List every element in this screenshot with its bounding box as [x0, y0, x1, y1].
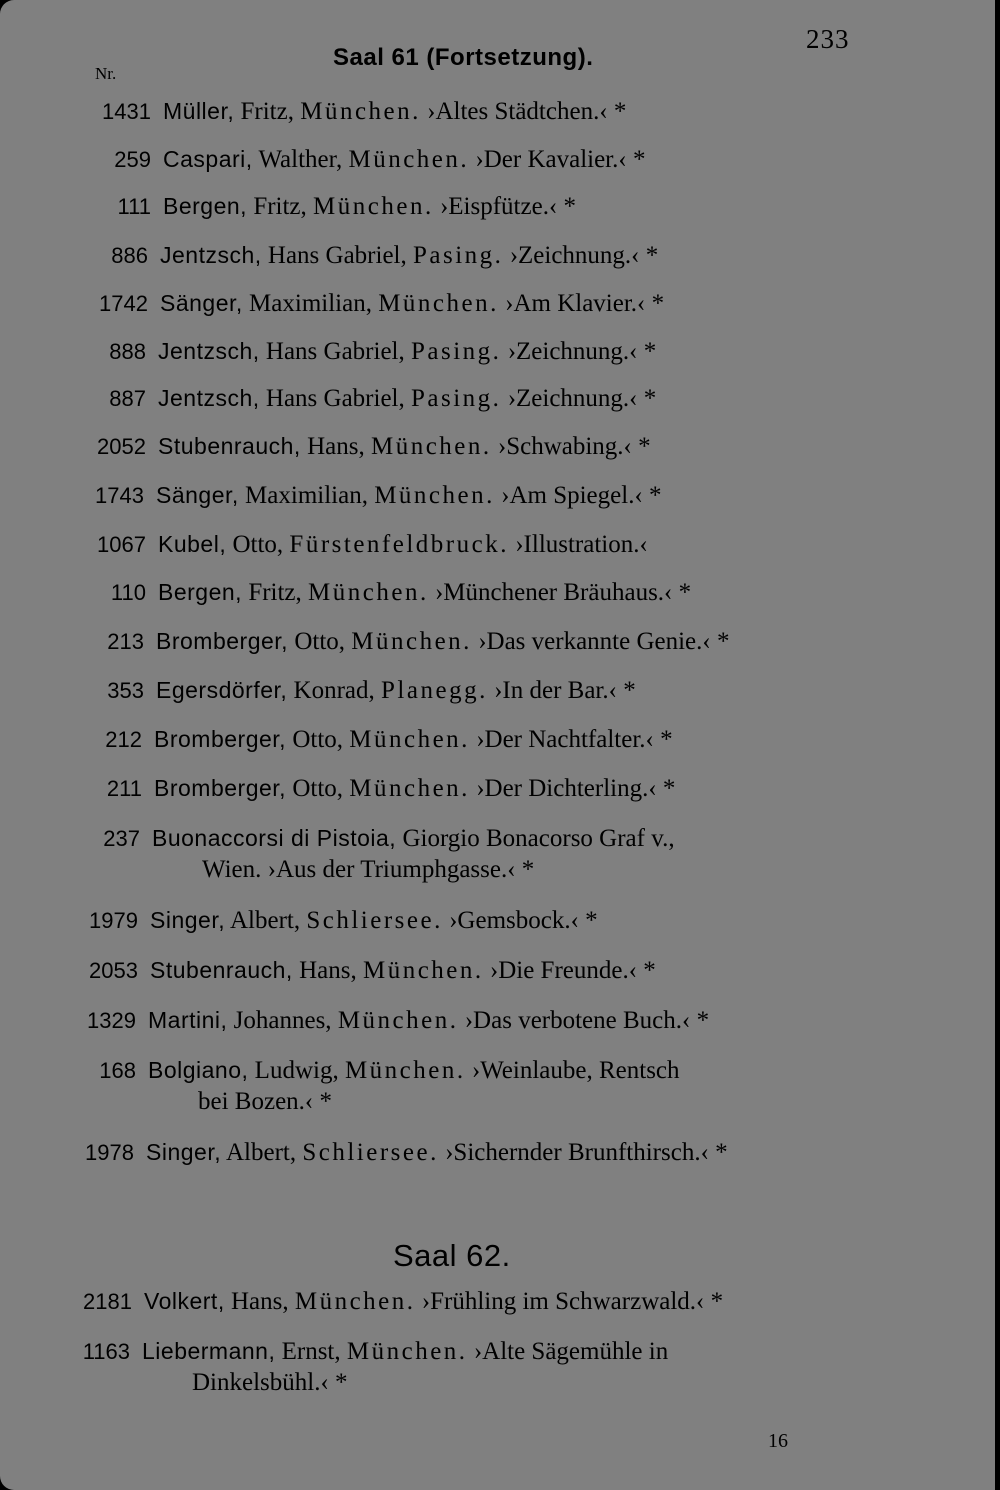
- artist-given-name: Otto,: [226, 531, 290, 558]
- catalog-number: 213: [107, 629, 144, 654]
- artist-city: Pasing.: [411, 385, 502, 412]
- artist-given-name: Fritz,: [242, 579, 309, 606]
- catalog-entry: [97, 431, 651, 462]
- artist-surname: Bergen,: [158, 579, 243, 605]
- entry-continuation: Wien. ›Aus der Triumphgasse.‹ *: [202, 856, 535, 883]
- catalog-entry: [110, 577, 692, 608]
- artist-given-name: Hans,: [300, 433, 371, 460]
- artist-surname: Stubenrauch,: [150, 957, 293, 983]
- artist-city: Schliersee.: [302, 1139, 439, 1166]
- artwork-title: ›Weinlaube, Rentsch: [465, 1057, 680, 1084]
- artist-surname: Singer,: [146, 1139, 222, 1165]
- artist-city: München.: [349, 726, 470, 753]
- catalog-entry: [99, 1055, 680, 1117]
- artist-surname: Egersdörfer,: [156, 677, 288, 703]
- catalog-entry: [107, 675, 636, 706]
- section-heading-saal-61: Saal 61 (Fortsetzung).: [333, 44, 594, 71]
- entry-continuation: bei Bozen.‹ *: [198, 1088, 332, 1115]
- artwork-title: ›Illustration.‹: [508, 531, 648, 558]
- artwork-title: ›Zeichnung.‹ *: [501, 338, 657, 365]
- artist-city: München.: [348, 146, 470, 173]
- artist-given-name: Otto,: [286, 726, 350, 753]
- catalog-entry: [99, 288, 665, 319]
- artist-given-name: Giorgio Bonacorso Graf v.,: [396, 825, 675, 852]
- catalog-entry: [111, 240, 659, 271]
- artist-surname: Caspari,: [163, 146, 253, 172]
- catalog-number: 168: [99, 1058, 136, 1083]
- catalog-number: 1067: [97, 532, 146, 557]
- catalog-entry: [117, 191, 577, 222]
- catalog-number: 110: [110, 580, 146, 605]
- artist-surname: Sänger,: [160, 290, 243, 316]
- artist-surname: Volkert,: [144, 1288, 225, 1314]
- artwork-title: ›Eispfütze.‹ *: [433, 193, 577, 220]
- artist-city: München.: [337, 1007, 459, 1034]
- catalog-number: 886: [111, 243, 148, 268]
- artist-given-name: Maximilian,: [242, 290, 379, 317]
- catalog-number: 1978: [85, 1140, 134, 1165]
- artwork-title: ›Zeichnung.‹ *: [501, 385, 657, 412]
- artist-given-name: Hans Gabriel,: [259, 385, 411, 412]
- artist-given-name: Hans Gabriel,: [259, 338, 411, 365]
- artist-given-name: Ernst,: [275, 1338, 347, 1365]
- catalog-entry: [102, 96, 627, 127]
- artist-surname: Sänger,: [156, 482, 239, 508]
- artist-city: Fürstenfeldbruck.: [289, 531, 509, 558]
- artist-city: München.: [294, 1288, 416, 1315]
- artist-surname: Liebermann,: [142, 1338, 276, 1364]
- artist-given-name: Otto,: [286, 775, 350, 802]
- catalog-number: 887: [109, 386, 146, 411]
- catalog-entry: [83, 1286, 724, 1317]
- catalog-number: 259: [114, 147, 151, 172]
- catalog-entry: [109, 336, 657, 367]
- catalog-number: 2181: [83, 1289, 132, 1314]
- catalog-entry: [106, 773, 676, 804]
- catalog-number: 1163: [82, 1339, 130, 1364]
- artist-given-name: Konrad,: [287, 677, 382, 704]
- catalog-number: 1979: [89, 908, 138, 933]
- catalog-entry: [85, 1137, 728, 1168]
- artist-given-name: Johannes,: [227, 1007, 338, 1034]
- catalog-entry: [103, 823, 675, 885]
- artwork-title: ›Am Klavier.‹ *: [498, 290, 665, 317]
- catalog-entry: [95, 480, 662, 511]
- artist-surname: Martini,: [148, 1007, 228, 1033]
- catalog-entry: [97, 529, 648, 560]
- catalog-number: 1743: [95, 483, 144, 508]
- nr-column-label: Nr.: [95, 64, 117, 83]
- artwork-title: ›Alte Sägemühle in: [467, 1338, 669, 1365]
- artwork-title: ›Der Dichterling.‹ *: [469, 775, 676, 802]
- section-heading-saal-62: Saal 62.: [393, 1238, 511, 1273]
- artist-city: München.: [374, 482, 495, 509]
- catalog-number: 237: [103, 826, 140, 851]
- artist-surname: Stubenrauch,: [158, 433, 301, 459]
- artwork-title: ›Sichernder Brunfthirsch.‹ *: [438, 1139, 728, 1166]
- catalog-number: 111: [117, 194, 151, 219]
- catalog-number: 1431: [102, 99, 151, 124]
- artist-city: München.: [351, 628, 472, 655]
- artist-city: Pasing.: [413, 242, 504, 269]
- artist-given-name: Fritz,: [247, 193, 314, 220]
- catalog-number: 888: [109, 339, 146, 364]
- artist-given-name: Fritz,: [234, 98, 301, 125]
- artwork-title: ›Gemsbock.‹ *: [442, 907, 598, 934]
- artist-city: Schliersee.: [306, 907, 443, 934]
- signature-mark: 16: [768, 1430, 788, 1452]
- artwork-title: ›Frühling im Schwarzwald.‹ *: [415, 1288, 724, 1315]
- catalog-entry: [114, 144, 646, 175]
- entry-continuation: Dinkelsbühl.‹ *: [192, 1369, 348, 1396]
- artist-given-name: Hans,: [292, 957, 363, 984]
- catalog-entry: [107, 626, 730, 657]
- artist-city: München.: [308, 579, 429, 606]
- catalog-number: 1329: [87, 1008, 136, 1033]
- artwork-title: ›Schwabing.‹ *: [491, 433, 651, 460]
- artist-city: München.: [344, 1057, 466, 1084]
- artwork-title: ›Zeichnung.‹ *: [503, 242, 659, 269]
- artist-city: München.: [362, 957, 484, 984]
- catalog-number: 2053: [89, 958, 138, 983]
- artist-given-name: Hans Gabriel,: [261, 242, 413, 269]
- catalog-number: 353: [107, 678, 144, 703]
- artist-surname: Kubel,: [158, 531, 227, 557]
- artist-city: München.: [313, 193, 434, 220]
- catalog-entry: [89, 955, 656, 986]
- catalog-number: 211: [106, 776, 142, 801]
- catalog-entry: [87, 1005, 710, 1036]
- artist-given-name: Walther,: [252, 146, 349, 173]
- artwork-title: ›In der Bar.‹ *: [487, 677, 636, 704]
- artwork-title: ›Das verkannte Genie.‹ *: [471, 628, 730, 655]
- artist-given-name: Maximilian,: [238, 482, 375, 509]
- artist-given-name: Hans,: [224, 1288, 295, 1315]
- artist-surname: Müller,: [163, 98, 235, 124]
- artist-surname: Bromberger,: [156, 628, 289, 654]
- catalog-number: 1742: [99, 291, 148, 316]
- artist-surname: Jentzsch,: [158, 338, 260, 364]
- catalog-number: 2052: [97, 434, 146, 459]
- artist-surname: Singer,: [150, 907, 226, 933]
- catalog-entry: [82, 1336, 669, 1398]
- artist-surname: Bromberger,: [154, 726, 287, 752]
- artist-city: München.: [346, 1338, 468, 1365]
- artist-surname: Jentzsch,: [160, 242, 262, 268]
- artwork-title: ›Das verbotene Buch.‹ *: [458, 1007, 710, 1034]
- artist-city: Planegg.: [381, 677, 488, 704]
- artist-city: München.: [300, 98, 421, 125]
- artist-surname: Buonaccorsi di Pistoia,: [152, 825, 397, 851]
- artist-surname: Bolgiano,: [148, 1057, 249, 1083]
- artist-surname: Bromberger,: [154, 775, 287, 801]
- artist-city: Pasing.: [411, 338, 502, 365]
- artist-given-name: Ludwig,: [248, 1057, 345, 1084]
- artwork-title: ›Der Kavalier.‹ *: [469, 146, 646, 173]
- artist-city: München.: [370, 433, 492, 460]
- artist-city: München.: [349, 775, 470, 802]
- artist-surname: Bergen,: [163, 193, 248, 219]
- artist-given-name: Albert,: [221, 1139, 303, 1166]
- artwork-title: ›Der Nachtfalter.‹ *: [469, 726, 673, 753]
- page-number: 233: [806, 24, 850, 54]
- catalog-entry: [109, 383, 657, 414]
- catalog-entry: [105, 724, 673, 755]
- catalog-number: 212: [105, 727, 142, 752]
- artwork-title: ›Münchener Bräuhaus.‹ *: [428, 579, 692, 606]
- catalog-entry: [89, 905, 598, 936]
- artwork-title: ›Die Freunde.‹ *: [483, 957, 656, 984]
- artwork-title: ›Am Spiegel.‹ *: [494, 482, 662, 509]
- artwork-title: ›Altes Städtchen.‹ *: [420, 98, 627, 125]
- artist-surname: Jentzsch,: [158, 385, 260, 411]
- artist-given-name: Otto,: [288, 628, 352, 655]
- artist-city: München.: [378, 290, 499, 317]
- artist-given-name: Albert,: [225, 907, 307, 934]
